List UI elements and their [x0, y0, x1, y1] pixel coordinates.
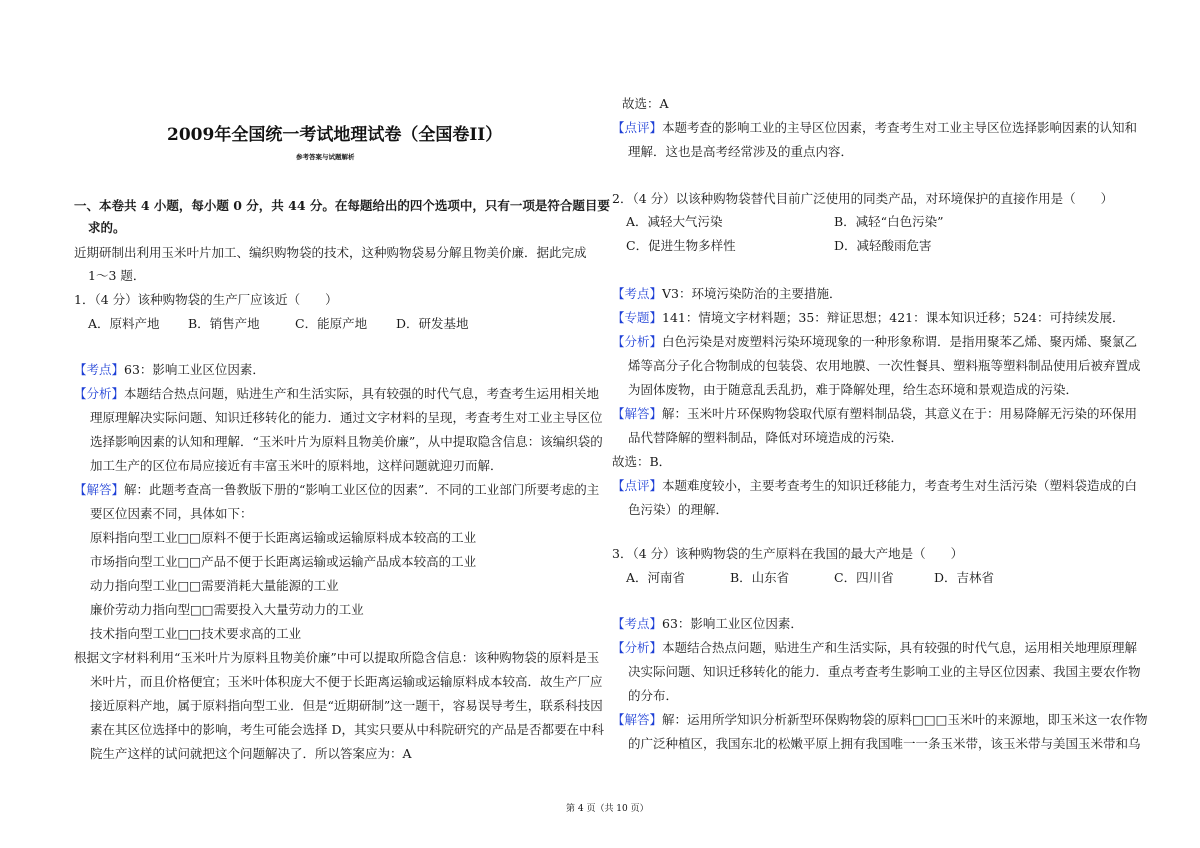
industry-type-2: 市场指向型工业□□产品不便于长距离运输或运输产品成本较高的工业 — [90, 554, 477, 569]
jieda-tag: 【解答】 — [74, 482, 125, 497]
q1-option-b: B．销售产地 — [188, 316, 260, 331]
fenxi-3-line3: 的分布． — [628, 688, 679, 703]
page-title: 2009年全国统一考试地理试卷（全国卷II） — [167, 125, 503, 145]
zhuanti-text: 141：情境文字材料题；35：辩证思想；421：课本知识迁移；524：可持续发展． — [662, 310, 1125, 325]
section-heading: 一、本卷共 4 小题，每小题 0 分，共 44 分。在每题给出的四个选项中，只有一项是符合题目要 — [74, 198, 610, 213]
fenxi-text: 本题结合热点问题，贴进生产和生活实际，具有较强的时代气息，运用相关地理原理解 — [662, 640, 1138, 655]
fenxi-2 — [612, 334, 1137, 350]
jieda-tag: 【解答】 — [612, 406, 663, 421]
fenxi-1-line2: 理原理解决实际问题、知识迁移转化的能力．通过文字材料的呈现，考查考生对工业主导区位 — [90, 410, 603, 425]
question-3: 3．（4 分）该种购物袋的生产原料在我国的最大产地是（ ） — [612, 546, 964, 561]
fenxi-2-line3: 为固体废物，由于随意乱丢乱扔，难于降解处理，给生态环境和景观造成的污染． — [628, 382, 1079, 397]
conclusion-line1: 根据文字材料利用“玉米叶片为原料且物美价廉”中可以提取所隐含信息：该种购物袋的原料是玉 — [74, 650, 600, 665]
kaodian-text: V3：环境污染防治的主要措施． — [662, 286, 842, 301]
q2-option-d: D．减轻酸雨危害 — [834, 238, 932, 253]
q2-option-a: A．减轻大气污染 — [626, 214, 723, 229]
jieda-2-line2: 品代替降解的塑料制品，降低对环境造成的污染． — [628, 430, 904, 445]
q2-option-c: C．促进生物多样性 — [626, 238, 736, 253]
kaodian-text: 63：影响工业区位因素． — [662, 616, 803, 631]
page-footer: 第 4 页（共 10 页） — [566, 804, 649, 814]
q3-option-c: C．四川省 — [834, 570, 894, 585]
jieda-tag: 【解答】 — [612, 712, 663, 727]
fenxi-text: 白色污染是对废塑料污染环境现象的一种形象称谓．是指用聚苯乙烯、聚丙烯、聚氯乙 — [662, 334, 1138, 349]
fenxi-text: 本题结合热点问题，贴进生产和生活实际，具有较强的时代气息，考查考生运用相关地 — [124, 386, 600, 401]
intro-text-cont: 1～3 题． — [88, 268, 146, 283]
zhuanti-tag: 【专题】 — [612, 310, 663, 325]
q1-option-a: A．原料产地 — [88, 316, 160, 331]
fenxi-1-line4: 加工生产的区位布局应接近有丰富玉米叶的原料地，这样问题就迎刃而解． — [90, 458, 503, 473]
fenxi-1 — [74, 386, 599, 402]
answer-2: 故选：B． — [612, 454, 672, 469]
jieda-text: 解：此题考查高一鲁教版下册的“影响工业区位的因素”．不同的工业部门所要考虑的主 — [124, 482, 600, 497]
dianping-1 — [612, 120, 1137, 136]
dianping-text: 本题考查的影响工业的主导区位因素，考查考生对工业主导区位选择影响因素的认知和 — [662, 120, 1138, 135]
dianping-1-line2: 理解．这也是高考经常涉及的重点内容． — [628, 144, 854, 159]
jieda-text: 解：运用所学知识分析新型环保购物袋的原料□□□玉米叶的来源地，即玉米这一农作物 — [662, 712, 1148, 727]
fenxi-3 — [612, 640, 1137, 656]
dianping-tag: 【点评】 — [612, 478, 663, 493]
jieda-3-line2: 的广泛种植区，我国东北的松嫩平原上拥有我国唯一一条玉米带，该玉米带与美国玉米带和乌 — [628, 736, 1141, 751]
q3-option-a: A．河南省 — [626, 570, 686, 585]
dianping-text: 本题难度较小，主要考查考生的知识迁移能力，考查考生对生活污染（塑料袋造成的白 — [662, 478, 1138, 493]
kaodian-1 — [74, 362, 265, 378]
industry-type-4: 廉价劳动力指向型□□需要投入大量劳动力的工业 — [90, 602, 364, 617]
dianping-2 — [612, 478, 1137, 494]
fenxi-tag: 【分析】 — [612, 640, 663, 655]
jieda-2 — [612, 406, 1137, 422]
kaodian-3 — [612, 616, 803, 632]
dianping-2-line2: 色污染）的理解． — [628, 502, 729, 517]
jieda-3 — [612, 712, 1147, 728]
q3-option-b: B．山东省 — [730, 570, 790, 585]
conclusion-line3: 接近原料产地，属于原料指向型工业．但是“近期研制”这一题干，容易误导考生，联系科技因 — [90, 698, 603, 713]
fenxi-3-line2: 决实际问题、知识迁移转化的能力．重点考查考生影响工业的主导区位因素、我国主要农作物 — [628, 664, 1141, 679]
q1-option-c: C．能原产地 — [295, 316, 368, 331]
q2-option-b: B．减轻“白色污染” — [834, 214, 944, 229]
kaodian-tag: 【考点】 — [612, 616, 663, 631]
kaodian-2 — [612, 286, 842, 302]
industry-type-3: 动力指向型工业□□需要消耗大量能源的工业 — [90, 578, 339, 593]
question-2: 2．（4 分）以该种购物袋替代目前广泛使用的同类产品，对环境保护的直接作用是（ ） — [612, 191, 1114, 206]
zhuanti-2 — [612, 310, 1125, 326]
kaodian-text: 63：影响工业区位因素． — [124, 362, 265, 377]
dianping-tag: 【点评】 — [612, 120, 663, 135]
fenxi-1-line3: 选择影响因素的认知和理解．“玉米叶片为原料且物美价廉”，从中提取隐含信息：该编织袋的 — [90, 434, 603, 449]
q1-option-d: D．研发基地 — [396, 316, 469, 331]
intro-text: 近期研制出利用玉米叶片加工、编织购物袋的技术，这种购物袋易分解且物美价廉．据此完成 — [74, 245, 587, 260]
section-heading-cont: 求的。 — [88, 220, 126, 235]
fenxi-tag: 【分析】 — [612, 334, 663, 349]
answer-1: 故选：A — [622, 96, 669, 111]
conclusion-line4: 素在其区位选择中的影响，考生可能会选择 D，其实只要从中科院研究的产品是否都要在中科 — [90, 722, 604, 737]
kaodian-tag: 【考点】 — [74, 362, 125, 377]
q3-option-d: D．吉林省 — [934, 570, 995, 585]
jieda-1 — [74, 482, 599, 498]
jieda-text: 解：玉米叶片环保购物袋取代原有塑料制品袋，其意义在于：用易降解无污染的环保用 — [662, 406, 1138, 421]
question-1: 1．（4 分）该种购物袋的生产厂应该近（ ） — [74, 292, 338, 307]
page-subtitle: 参考答案与试题解析 — [296, 153, 355, 161]
industry-type-1: 原料指向型工业□□原料不便于长距离运输或运输原料成本较高的工业 — [90, 530, 477, 545]
kaodian-tag: 【考点】 — [612, 286, 663, 301]
jieda-1-line2: 要区位因素不同，具体如下： — [90, 506, 253, 521]
conclusion-line2: 米叶片，而且价格便宜；玉米叶体积庞大不便于长距离运输或运输原料成本较高．故生产厂应 — [90, 674, 603, 689]
conclusion-line5: 院生产这样的试问就把这个问题解决了．所以答案应为：A — [90, 746, 412, 761]
fenxi-tag: 【分析】 — [74, 386, 125, 401]
industry-type-5: 技术指向型工业□□技术要求高的工业 — [90, 626, 302, 641]
fenxi-2-line2: 烯等高分子化合物制成的包装袋、农用地膜、一次性餐具、塑料瓶等塑料制品使用后被弃置成 — [628, 358, 1141, 373]
